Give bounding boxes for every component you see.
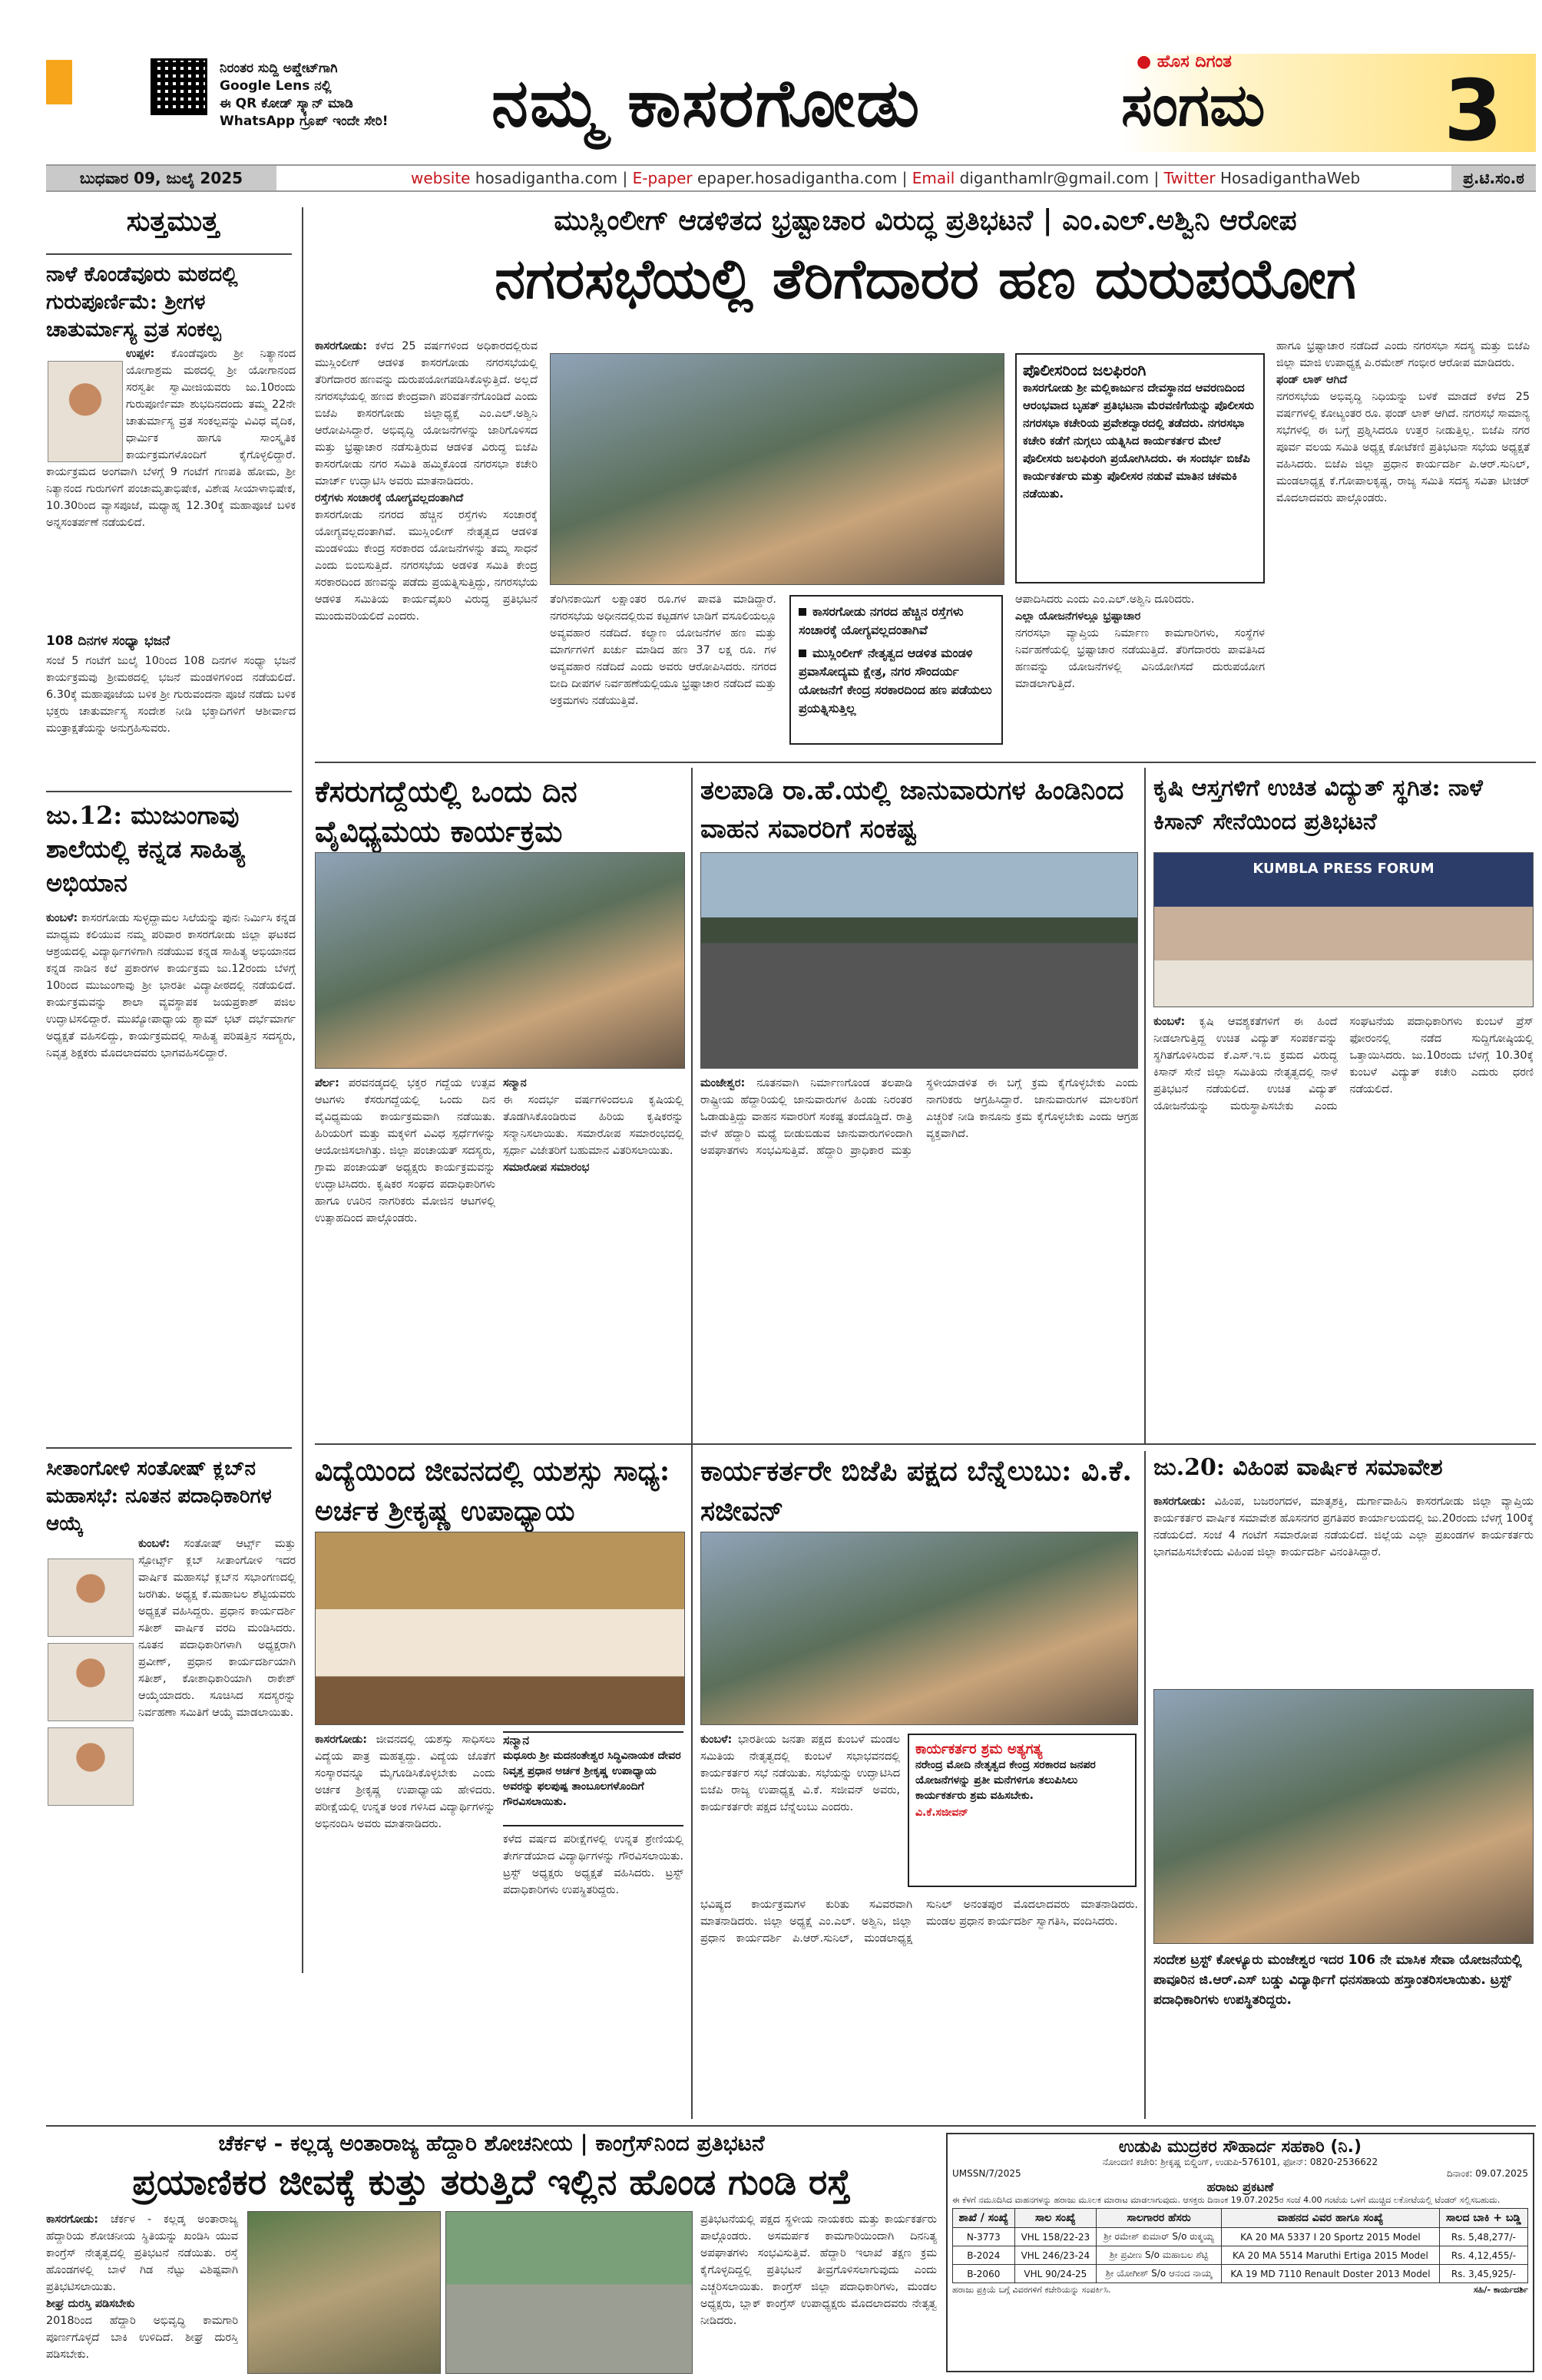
table-header-row bbox=[953, 2209, 1528, 2228]
story-photo bbox=[315, 852, 685, 1069]
brand-name: ಸಂಗಮ bbox=[1121, 71, 1266, 139]
story-body: ಭವಿಷ್ಯದ ಕಾರ್ಯಕ್ರಮಗಳ ಕುರಿತು ಸವಿವರವಾಗಿ ಮಾತನಾಡಿದರು. ಜಿಲ್ಲಾ ಅಧ್ಯಕ್ಷೆ ಎಂ.ಎಲ್. ಅಶ್ವಿನಿ, ಜಿಲ್ಲಾ ಪ್ರಧಾನ ಕಾರ್ಯದರ್ಶಿ ಪಿ.ಆರ್.ಸುನಿಲ್, ಮಂಡಲಾಧ್ಯಕ್ಷ ಸುನಿಲ್ ಅನಂತಪುರ ಮೊದಲಾದವರು ಮಾತನಾಡಿದರು. ಮಂಡಲ ಪ್ರಧಾನ ಕಾರ್ಯದರ್ಶಿ ಸ್ವಾಗತಿಸಿ, ವಂದಿಸಿದರು. bbox=[700, 1899, 1138, 1945]
header-accent-bar bbox=[46, 60, 72, 104]
story-headline: ನಾಳೆ ಕೊಂಡೆವೂರು ಮಠದಲ್ಲಿ ಗುರುಪೂರ್ಣಿಮೆ: ಶ್ರೀಗಳ ಚಾತುರ್ಮಾಸ್ಯ ವ್ರತ ಸಂಕಲ್ಪ bbox=[46, 263, 238, 342]
lead-kicker: ಮುಸ್ಲಿಂಲೀಗ್ ಆಡಳಿತದ ಭ್ರಷ್ಟಾಚಾರ ವಿರುದ್ಧ ಪ್ರತಿಭಟನೆ | ಎಂ.ಎಲ್.ಅಶ್ವಿನಿ ಆರೋಪ bbox=[554, 204, 1297, 236]
story-rule bbox=[46, 1447, 292, 1449]
column-rule bbox=[1144, 768, 1146, 1443]
lead-subhead: ಎಲ್ಲಾ ಯೋಜನೆಗಳಲ್ಲೂ ಭ್ರಷ್ಟಾಚಾರ bbox=[1015, 610, 1141, 623]
edition-date: ಬುಧವಾರ 09, ಜುಲೈ 2025 bbox=[46, 166, 276, 190]
story-body: ಕುಂಬಳೆ: ಕಾಸರಗೋಡು ಸುಳ್ಳದ್ದಾಮಲ ಸಿಲೆಯನ್ನು ಪುನಃ ನಿರ್ಮಿಸಿ ಕನ್ನಡ ಮಾಧ್ಯಮ ಕಲಿಯುವ ನಮ್ಮ ಪರಿವಾರ ಕಾಸರಗೋಡು ಜಿಲ್ಲಾ ಘಟಕದ ಆಶ್ರಯದಲ್ಲಿ ವಿದ್ಯಾರ್ಥಿಗಳಿಗಾಗಿ ನಡೆಯುವ ಕನ್ನಡ ಸಾಹಿತ್ಯ ಅಭಿಯಾನದ ಕನ್ನಡ ನಾಡಿನ ಕಲೆ ಪ್ರಕಾರಗಳ ಕಾರ್ಯಕ್ರಮ ಜು.12ರಂದು ಬೆಳಗ್ಗೆ 10ರಿಂದ ಮುಜುಂಗಾವು ಶ್ರೀ ಭಾರತೀ ವಿದ್ಯಾಪೀಠದಲ್ಲಿ ನಡೆಯಲಿದೆ. ಕಾರ್ಯಕ್ರಮವನ್ನು ಶಾಲಾ ವ್ಯವಸ್ಥಾಪಕ ಜಯಪ್ರಕಾಶ್ ಪಜಿಲ ಉದ್ಘಾಟಿಸಲಿದ್ದಾರೆ. ಮುಖ್ಯೋಪಾಧ್ಯಾಯ ಶ್ಯಾಮ್ ಭಟ್ ದರ್ಭೆಮಾರ್ಗ ಅಧ್ಯಕ್ಷತೆ ವಹಿಸಲಿದ್ದು, ಕಾರ್ಯಕ್ರಮದಲ್ಲಿ ಸಾಹಿತ್ಯ ಪರಿಷತ್ತಿನ ಸದಸ್ಯರು, ನಿವೃತ್ತ ಶಿಕ್ಷಕರು ಮೊದಲಾದವರು ಭಾಗವಹಿಸಲಿದ್ದಾರೆ. bbox=[46, 912, 296, 1059]
story-photo bbox=[315, 1532, 685, 1725]
story-headline: ಕೃಷಿ ಆಸ್ತಗಳಿಗೆ ಉಚಿತ ವಿದ್ಯುತ್ ಸ್ಥಗಿತ: ನಾಳೆ ಕಿಸಾನ್ ಸೇನೆಯಿಂದ ಪ್ರತಿಭಟನೆ bbox=[1153, 775, 1483, 835]
section-rule bbox=[46, 253, 292, 255]
qr-text-line: ಈ QR ಕೋಡ್ ಸ್ಕ್ಯಾನ್ ಮಾಡಿ bbox=[220, 96, 353, 111]
table-row bbox=[953, 2246, 1528, 2265]
quote-title: ಕಾರ್ಯಕರ್ತರ ಶ್ರಮ ಅತ್ಯಗತ್ಯ bbox=[915, 1741, 1043, 1757]
epaper-link[interactable]: epaper.hosadigantha.com bbox=[697, 169, 898, 187]
story-body: ಪೆರ್ಲ: ಪರವನಡ್ಕದಲ್ಲಿ ಭಕ್ತರ ಗದ್ದೆಯ ಉತ್ಸವ ಆಟಗಳು ಕೆಸರುಗದ್ದೆಯಲ್ಲಿ ಒಂದು ದಿನ ವೈವಿಧ್ಯಮಯ ಕಾರ್ಯಕ್ರಮವಾಗಿ ನಡೆಯಿತು. ಹಿರಿಯರಿಗೆ ಮತ್ತು ಮಕ್ಕಳಿಗೆ ವಿವಿಧ ಸ್ಪರ್ಧೆಗಳನ್ನು ಆಯೋಜಿಸಲಾಗಿತ್ತು. ಜಿಲ್ಲಾ ಪಂಚಾಯತ್ ಸದಸ್ಯರು, ಗ್ರಾಮ ಪಂಚಾಯತ್ ಅಧ್ಯಕ್ಷರು ಕಾರ್ಯಕ್ರಮವನ್ನು ಉದ್ಘಾಟಿಸಿದರು. ಕೃಷಿಕರ ಸಂಘದ ಪದಾಧಿಕಾರಿಗಳು ಹಾಗೂ ಊರಿನ ನಾಗರಿಕರು ಮೋಜಿನ ಆಟಗಳಲ್ಲಿ ಉತ್ಸಾಹದಿಂದ ಪಾಲ್ಗೊಂಡರು. bbox=[315, 1077, 495, 1225]
story-body: ಕಳೆದ ವರ್ಷದ ಪರೀಕ್ಷೆಗಳಲ್ಲಿ ಉನ್ನತ ಶ್ರೇಣಿಯಲ್ಲಿ ತೇರ್ಗಡೆಯಾದ ವಿದ್ಯಾರ್ಥಿಗಳನ್ನು ಗೌರವಿಸಲಾಯಿತು. ಟ್ರಸ್ಟ್ ಅಧ್ಯಕ್ಷರು ಅಧ್ಯಕ್ಷತೆ ವಹಿಸಿದರು. ಟ್ರಸ್ಟ್ ಪದಾಧಿಕಾರಿಗಳು ಉಪಸ್ಥಿತರಿದ್ದರು. bbox=[503, 1833, 683, 1896]
story-subhead: ಸಮಾರೋಪ ಸಮಾರಂಭ bbox=[503, 1162, 590, 1174]
story-body: ಕುಂಬಳೆ: ಸಂತೋಷ್ ಆರ್ಟ್ಸ್ ಮತ್ತು ಸ್ಪೋರ್ಟ್ಸ್ ಕ್ಲಬ್ ಸೀತಾಂಗೋಳಿ ಇದರ ವಾರ್ಷಿಕ ಮಹಾಸಭೆ ಕ್ಲಬ್‌ನ ಸಭಾಂಗಣದಲ್ಲಿ ಜರಗಿತು. ಅಧ್ಯಕ್ಷ ಕೆ.ಮಹಾಬಲ ಶೆಟ್ಟಿಯವರು ಅಧ್ಯಕ್ಷತೆ ವಹಿಸಿದ್ದರು. ಪ್ರಧಾನ ಕಾರ್ಯದರ್ಶಿ ಸತೀಶ್ ವಾರ್ಷಿಕ ವರದಿ ಮಂಡಿಸಿದರು. ನೂತನ ಪದಾಧಿಕಾರಿಗಳಾಗಿ ಅಧ್ಯಕ್ಷರಾಗಿ ಪ್ರವೀಣ್, ಪ್ರಧಾನ ಕಾರ್ಯದರ್ಶಿಯಾಗಿ ಸತೀಶ್, ಕೋಶಾಧಿಕಾರಿಯಾಗಿ ರಾಕೇಶ್ ಆಯ್ಕೆಯಾದರು. ಸೂಚಿಸಿದ ಸದಸ್ಯರನ್ನು ನಿರ್ವಹಣಾ ಸಮಿತಿಗೆ ಆಯ್ಕೆ ಮಾಡಲಾಯಿತು. bbox=[138, 1538, 296, 1719]
qr-text-line: ನಿರಂತರ ಸುದ್ದಿ ಅಪ್ಡೇಟ್‌ಗಾಗಿ bbox=[220, 61, 338, 76]
bullet-item: ಕಾಸರಗೋಡು ನಗರದ ಹೆಚ್ಚಿನ ರಸ್ತೆಗಳು ಸಂಚಾರಕ್ಕೆ ಯೋಗ್ಯವಲ್ಲದಂತಾಗಿವೆ bbox=[799, 604, 964, 637]
twitter-label: Twitter bbox=[1163, 169, 1216, 187]
story-body: ಕುಂಬಳೆ: ಕೃಷಿ ಆವಶ್ಯಕತೆಗಳಿಗೆ ಈ ಹಿಂದೆ ನೀಡಲಾಗುತ್ತಿದ್ದ ಉಚಿತ ವಿದ್ಯುತ್ ಸಂಪರ್ಕವನ್ನು ಸ್ಥಗಿತಗೊಳಿಸಿರುವ ಕೆ.ಎಸ್.ಇ.ಬಿ ಕ್ರಮದ ವಿರುದ್ಧ ಕಿಸಾನ್ ಸೇನೆ ಜಿಲ್ಲಾ ಸಮಿತಿಯ ನೇತೃತ್ವದಲ್ಲಿ ನಾಳೆ ಪ್ರತಿಭಟನೆ ನಡೆಯಲಿದೆ. ಉಚಿತ ವಿದ್ಯುತ್ ಯೋಜನೆಯನ್ನು ಮರುಸ್ಥಾಪಿಸಬೇಕು ಎಂದು ಸಂಘಟನೆಯ ಪದಾಧಿಕಾರಿಗಳು ಕುಂಬಳೆ ಪ್ರೆಸ್ ಫೋರಂನಲ್ಲಿ ನಡೆದ ಸುದ್ದಿಗೋಷ್ಠಿಯಲ್ಲಿ ಒತ್ತಾಯಿಸಿದರು. ಜು.10ರಂದು ಬೆಳಗ್ಗೆ 10.30ಕ್ಕೆ ಕುಂಬಳೆ ವಿದ್ಯುತ್ ಕಚೇರಿ ಎದುರು ಧರಣಿ ನಡೆಯಲಿದೆ. bbox=[1153, 1016, 1534, 1112]
notice-table bbox=[952, 2208, 1528, 2283]
brand-small: ಹೊಸ ದಿಗಂತ bbox=[1156, 52, 1232, 71]
story-headline: ವಿದ್ಯೆಯಿಂದ ಜೀವನದಲ್ಲಿ ಯಶಸ್ಸು ಸಾಧ್ಯ: ಅರ್ಚಕ ಶ್ರೀಕೃಷ್ಣ ಉಪಾಧ್ಯಾಯ bbox=[315, 1455, 670, 1527]
sidebox-title: ಪೊಲೀಸರಿಂದ ಜಲಫಿರಂಗಿ bbox=[1023, 361, 1147, 379]
story-body: ಕಾಸರಗೋಡು: ಚೆರ್ಕಳ - ಕಲ್ಲಡ್ಕ ಅಂತಾರಾಜ್ಯ ಹೆದ್ದಾರಿಯ ಶೋಚನೀಯ ಸ್ಥಿತಿಯನ್ನು ಖಂಡಿಸಿ ಯುವ ಕಾಂಗ್ರೆಸ್ ನೇತೃತ್ವದಲ್ಲಿ ಪ್ರತಿಭಟನೆ ನಡೆಯಿತು. ರಸ್ತೆ ಹೊಂಡಗಳಲ್ಲಿ ಬಾಳೆ ಗಿಡ ನೆಟ್ಟು ವಿಶಿಷ್ಟವಾಗಿ ಪ್ರತಿಭಟಿಸಲಾಯಿತು. ಶೀಘ್ರ ದುರಸ್ತಿ ಪಡಿಸಬೇಕು 2018ರಿಂದ ಹೆದ್ದಾರಿ ಅಭಿವೃದ್ಧಿ ಕಾಮಗಾರಿ ಪೂರ್ಣಗೊಳ್ಳದೆ ಬಾಕಿ ಉಳಿದಿದೆ. ಶೀಘ್ರ ದುರಸ್ತಿ ಪಡಿಸಬೇಕು. bbox=[46, 2213, 238, 2361]
column-header: ಸಾಲದ ಬಾಕಿ + ಬಡ್ಡಿ bbox=[1439, 2209, 1527, 2228]
photo-caption: ಸಂದೇಶ ಟ್ರಸ್ಟ್ ಕೋಳ್ಯೂರು ಮಂಜೇಶ್ವರ ಇದರ 106 ನೇ ಮಾಸಿಕ ಸೇವಾ ಯೋಜನೆಯಲ್ಲಿ ಪಾವೂರಿನ ಜಿ.ಆರ್.ಎಸ್ ಬಡ್ಡು ವಿದ್ಯಾರ್ಥಿಗೆ ಧನಸಹಾಯ ಹಸ್ತಾಂತರಿಸಲಾಯಿತು. ಟ್ರಸ್ಟ್ ಪದಾಧಿಕಾರಿಗಳು ಉಪಸ್ಥಿತರಿದ್ದರು. bbox=[1153, 1952, 1522, 2008]
story-body: ಪ್ರತಿಭಟನೆಯಲ್ಲಿ ಪಕ್ಷದ ಸ್ಥಳೀಯ ನಾಯಕರು ಮತ್ತು ಕಾರ್ಯಕರ್ತರು ಪಾಲ್ಗೊಂಡರು. ಅಸಮರ್ಪಕ ಕಾಮಗಾರಿಯಿಂದಾಗಿ ದಿನನಿತ್ಯ ಅಪಘಾತಗಳು ಸಂಭವಿಸುತ್ತಿವೆ. ಹೆದ್ದಾರಿ ಇಲಾಖೆ ತಕ್ಷಣ ಕ್ರಮ ಕೈಗೊಳ್ಳದಿದ್ದಲ್ಲಿ ಪ್ರತಿಭಟನೆ ತೀವ್ರಗೊಳಿಸಲಾಗುವುದು ಎಂದು ಎಚ್ಚರಿಸಲಾಯಿತು. ಕಾಂಗ್ರೆಸ್ ಜಿಲ್ಲಾ ಪದಾಧಿಕಾರಿಗಳು, ಮಂಡಲ ಅಧ್ಯಕ್ಷರು, ಬ್ಲಾಕ್ ಕಾಂಗ್ರೆಸ್ ಉಪಾಧ್ಯಕ್ಷರು ಮೊದಲಾದವರು ನೇತೃತ್ವ ನೀಡಿದರು. bbox=[700, 2213, 937, 2327]
notice-intro: ಈ ಕೆಳಗೆ ನಮೂದಿಸಿದ ವಾಹನಗಳನ್ನು ಹರಾಜು ಮೂಲಕ ಮಾರಾಟ ಮಾಡಲಾಗುವುದು. ಆಸಕ್ತರು ದಿನಾಂಕ 19.07.2025ರ ಸಂಜೆ 4.00 ಗಂಟೆಯ ಒಳಗೆ ಮುಚ್ಚಿದ ಲಕೋಟೆಯಲ್ಲಿ ಟೆಂಡರ್ ಸಲ್ಲಿಸಬಹುದು. bbox=[952, 2195, 1501, 2205]
story-headline: ಜು.12: ಮುಜುಂಗಾವು ಶಾಲೆಯಲ್ಲಿ ಕನ್ನಡ ಸಾಹಿತ್ಯ ಅಭಿಯಾನ bbox=[46, 801, 246, 897]
column-header: ಸಾಲ ಸಂಖ್ಯೆ bbox=[1014, 2209, 1097, 2228]
email-link[interactable]: diganthamlr@gmail.com bbox=[959, 169, 1150, 187]
lead-subhead: ರಸ್ತೆಗಳು ಸಂಚಾರಕ್ಕೆ ಯೋಗ್ಯವಲ್ಲದಂತಾಗಿದೆ bbox=[315, 492, 464, 504]
story-subhead: 108 ದಿನಗಳ ಸಂಧ್ಯಾ ಭಜನೆ bbox=[46, 633, 170, 649]
brand-logo: ● ಹೊಸ ದಿಗಂತ bbox=[1137, 52, 1232, 71]
column-rule bbox=[302, 207, 303, 1973]
website-label: website bbox=[411, 169, 471, 187]
table-row bbox=[953, 2228, 1528, 2246]
table-cell: KA 20 MA 5337 I 20 Sportz 2015 Model bbox=[1222, 2228, 1440, 2246]
story-body: ಕಾಸರಗೋಡು: ವಿಹಿಂಪ, ಬಜರಂಗದಳ, ಮಾತೃಶಕ್ತಿ, ದುರ್ಗಾವಾಹಿನಿ ಕಾಸರಗೋಡು ಜಿಲ್ಲಾ ವ್ಯಾಪ್ತಿಯ ಕಾರ್ಯಕರ್ತರ ವಾರ್ಷಿಕ ಸಮಾವೇಶ ಹೊಸನಗರ ಪ್ರಗತಿಪರ ಕಾರ್ಯಾಲಯದಲ್ಲಿ ಜು.20ರಂದು ಬೆಳಗ್ಗೆ 100ಕ್ಕೆ ನಡೆಯಲಿದೆ. ಸಂಜೆ 4 ಗಂಟೆಗೆ ಸಮಾರೋಪ ನಡೆಯಲಿದೆ. ಜಿಲ್ಲೆಯ ಎಲ್ಲಾ ಪ್ರಖಂಡಗಳ ಕಾರ್ಯಕರ್ತರು ಭಾಗವಹಿಸಬೇಕೆಂದು ವಿಹಿಂಪ ಜಿಲ್ಲಾ ಕಾರ್ಯದರ್ಶಿ ವಿನಂತಿಸಿದ್ದಾರೆ. bbox=[1153, 1496, 1534, 1559]
epaper-label: E-paper bbox=[632, 169, 693, 187]
lead-headline: ನಗರಸಭೆಯಲ್ಲಿ ತೆರಿಗೆದಾರರ ಹಣ ದುರುಪಯೋಗ bbox=[495, 246, 1356, 311]
table-cell: VHL 158/22-23 bbox=[1014, 2228, 1097, 2246]
story-kicker: ಚೆರ್ಕಳ - ಕಲ್ಲಡ್ಕ ಅಂತಾರಾಜ್ಯ ಹೆದ್ದಾರಿ ಶೋಚನೀಯ | ಕಾಂಗ್ರೆಸ್‌ನಿಂದ ಪ್ರತಿಭಟನೆ bbox=[218, 2130, 765, 2156]
section-rule bbox=[315, 1443, 1536, 1445]
notice-address: ನೋಂದಣಿ ಕಚೇರಿ: ಶ್ರೀಕೃಷ್ಣ ಬಿಲ್ಡಿಂಗ್, ಉಡುಪಿ-576101, ಫೋನ್: 0820-2536622 bbox=[1102, 2157, 1378, 2167]
story-body: ಸಂಜೆ 5 ಗಂಟೆಗೆ ಜುಲೈ 10ರಿಂದ 108 ದಿನಗಳ ಸಂಧ್ಯಾ ಭಜನೆ ಕಾರ್ಯಕ್ರಮವು ಶ್ರೀಮಠದಲ್ಲಿ ಭಜನೆ ಮಂಡಳಿಗಳಿಂದ ನಡೆಯಲಿದೆ. 6.30ಕ್ಕೆ ಮಹಾಪೂಜೆಯ ಬಳಿಕ ಶ್ರೀ ಗುರುವಂದನಾ ಪೂಜೆ ನಡೆದು ಬಳಿಕ ಭಕ್ತರು ಚಾತುರ್ಮಾಸ್ಯ ಸಂದೇಶ ನೀಡಿ ಭಕ್ತಾದಿಗಳಿಗೆ ಆಶೀರ್ವಾದ ಮಂತ್ರಾಕ್ಷತೆಯನ್ನು ಅನುಗ್ರಹಿಸುವರು. bbox=[46, 655, 296, 735]
auction-notice bbox=[946, 2133, 1534, 2372]
table-cell: ಶ್ರೀ ಪ್ರವೀಣ S/o ಮಹಾಬಲ ಶೆಟ್ಟಿ bbox=[1097, 2246, 1222, 2265]
story-headline: ಸೀತಾಂಗೋಳಿ ಸಂತೋಷ್ ಕ್ಲಬ್‌ನ ಮಹಾಸಭೆ: ನೂತನ ಪದಾಧಿಕಾರಿಗಳ ಆಯ್ಕೆ bbox=[46, 1457, 272, 1535]
column-header: ವಾಹನದ ವಿವರ ಹಾಗೂ ಸಂಖ್ಯೆ bbox=[1222, 2209, 1440, 2228]
table-cell: Rs. 5,48,277/- bbox=[1439, 2228, 1527, 2246]
notice-title: ಹರಾಜು ಪ್ರಕಟಣೆ bbox=[1206, 2180, 1274, 2194]
column-header: ಶಾಖೆ / ಸಂಖ್ಯೆ bbox=[953, 2209, 1015, 2228]
story-photo bbox=[1153, 1689, 1534, 1944]
lead-body: ತೆಂಗಿನಕಾಯಿಗೆ ಲಕ್ಷಾಂತರ ರೂ.ಗಳ ಪಾವತಿ ಮಾಡಿದ್ದಾರೆ. ನಗರಸಭೆಯ ಅಧೀನದಲ್ಲಿರುವ ಕಟ್ಟಡಗಳ ಬಾಡಿಗೆ ವಸೂಲಿಯಲ್ಲೂ ಅವ್ಯವಹಾರ ನಡೆದಿದೆ. ಕಲ್ಯಾಣ ಯೋಜನೆಗಳ ಹಣ ಮತ್ತು ಮಾರ್ಗಗಳಿಗೆ ಖರ್ಚು ಮಾಡಿದ ಹಣ 37 ಲಕ್ಷ ರೂ. ಗಳ ಅವ್ಯವಹಾರ ನಡೆದಿದೆ ಎಂದು ಅವರು ಆರೋಪಿಸಿದರು. ನಗರದ ಬೀದಿ ದೀಪಗಳ ನಿರ್ವಹಣೆಯಲ್ಲಿಯೂ ಭ್ರಷ್ಟಾಚಾರ ನಡೆದಿದೆ ಮತ್ತು ಅಕ್ರಮಗಳು ನಡೆಯುತ್ತಿವೆ. bbox=[550, 593, 776, 707]
notice-footer: ಹರಾಜು ಪ್ರಕ್ರಿಯೆ ಬಗ್ಗೆ ವಿವರಗಳಿಗೆ ಕಚೇರಿಯನ್ನು ಸಂಪರ್ಕಿಸಿ. bbox=[952, 2285, 1111, 2295]
story-subhead: ಸನ್ಮಾನ bbox=[503, 1077, 527, 1089]
section-rule bbox=[315, 762, 1536, 763]
quote-sign: ವಿ.ಕೆ.ಸಜೀವನ್ bbox=[915, 1806, 968, 1819]
lead-sidebox bbox=[1015, 353, 1265, 583]
pt-badge: ಪ್ರ.ಟಿ.ಸಂ.ಠ bbox=[1451, 166, 1536, 190]
table-cell: KA 20 MA 5514 Maruthi Ertiga 2015 Model bbox=[1222, 2246, 1440, 2265]
table-row bbox=[953, 2265, 1528, 2283]
notice-sign: ಸಹಿ/- ಕಾರ್ಯದರ್ಶಿ bbox=[1474, 2285, 1528, 2295]
story-photo bbox=[1153, 852, 1534, 1007]
twitter-link[interactable]: HosadiganthaWeb bbox=[1220, 169, 1361, 187]
table-cell: VHL 246/23-24 bbox=[1014, 2246, 1097, 2265]
sidebox-body: ಕಾಸರಗೋಡು ಶ್ರೀ ಮಲ್ಲಿಕಾರ್ಜುನ ದೇವಸ್ಥಾನದ ಆವರಣದಿಂದ ಆರಂಭವಾದ ಬೃಹತ್ ಪ್ರತಿಭಟನಾ ಮೆರವಣಿಗೆಯನ್ನು ಪೊಲೀಸರು ನಗರಸಭಾ ಕಚೇರಿಯ ಪ್ರವೇಶದ್ವಾರದಲ್ಲಿ ತಡೆದರು. ನಗರಸಭಾ ಕಚೇರಿ ಕಡೆಗೆ ನುಗ್ಗಲು ಯತ್ನಿಸಿದ ಕಾರ್ಯಕರ್ತರ ಮೇಲೆ ಪೊಲೀಸರು ಜಲಫಿರಂಗಿ ಪ್ರಯೋಗಿಸಿದರು. ಈ ಸಂದರ್ಭ ಬಿಜೆಪಿ ಕಾರ್ಯಕರ್ತರು ಮತ್ತು ಪೊಲೀಸರ ನಡುವೆ ಮಾತಿನ ಚಕಮಕಿ ನಡೆಯಿತು. bbox=[1023, 381, 1255, 501]
table-cell: Rs. 4,12,455/- bbox=[1439, 2246, 1527, 2265]
info-strip bbox=[46, 164, 1536, 192]
story-headline: ಜು.20: ವಿಹಿಂಪ ವಾರ್ಷಿಕ ಸಮಾವೇಶ bbox=[1153, 1454, 1443, 1481]
box-body: ಮಧೂರು ಶ್ರೀ ಮದನಂತೇಶ್ವರ ಸಿದ್ಧಿವಿನಾಯಕ ದೇವರ ನಿವೃತ್ತ ಪ್ರಧಾನ ಅರ್ಚಕ ಶ್ರೀಕೃಷ್ಣ ಉಪಾಧ್ಯಾಯ ಅವರನ್ನು ಫಲಪುಷ್ಪ ತಾಂಬೂಲಗಳೊಂದಿಗೆ ಗೌರವಿಸಲಾಯಿತು. bbox=[503, 1750, 681, 1808]
story-photo bbox=[700, 852, 1138, 1069]
table-cell: B-2060 bbox=[953, 2265, 1015, 2283]
story-subhead: ಶೀಘ್ರ ದುರಸ್ತಿ ಪಡಿಸಬೇಕು bbox=[46, 2298, 135, 2310]
page-title: ನಮ್ಮ ಕಾಸರಗೋಡು bbox=[491, 64, 922, 142]
table-cell: ಶ್ರೀ ಯೋಗೀಶ್ S/o ಆನಂದ ನಾಯ್ಕ bbox=[1097, 2265, 1222, 2283]
lead-photo bbox=[550, 353, 1004, 585]
story-body: ಮಂಜೇಶ್ವರ: ನೂತನವಾಗಿ ನಿರ್ಮಾಣಗೊಂಡ ತಲಪಾಡಿ ರಾಷ್ಟ್ರೀಯ ಹೆದ್ದಾರಿಯಲ್ಲಿ ಜಾನುವಾರುಗಳ ಹಿಂಡು ನಿರಂತರ ಓಡಾಡುತ್ತಿದ್ದು ವಾಹನ ಸವಾರರಿಗೆ ಸಂಕಷ್ಟ ತಂದೊಡ್ಡಿದೆ. ರಾತ್ರಿ ವೇಳೆ ಹೆದ್ದಾರಿ ಮಧ್ಯೆ ಬೀಡುಬಿಡುವ ಜಾನುವಾರುಗಳಿಂದಾಗಿ ಅಪಘಾತಗಳು ಸಂಭವಿಸುತ್ತಿವೆ. ಹೆದ್ದಾರಿ ಪ್ರಾಧಿಕಾರ ಮತ್ತು ಸ್ಥಳೀಯಾಡಳಿತ ಈ ಬಗ್ಗೆ ಕ್ರಮ ಕೈಗೊಳ್ಳಬೇಕು ಎಂದು ನಾಗರಿಕರು ಆಗ್ರಹಿಸಿದ್ದಾರೆ. ಜಾನುವಾರುಗಳ ಮಾಲಕರಿಗೆ ಎಚ್ಚರಿಕೆ ನೀಡಿ ಕಾನೂನು ಕ್ರಮ ಕೈಗೊಳ್ಳಬೇಕು ಎಂದು ಆಗ್ರಹ ವ್ಯಕ್ತವಾಗಿದೆ. bbox=[700, 1077, 1138, 1157]
column-rule bbox=[1144, 1451, 1146, 2119]
lead-bullets bbox=[789, 595, 1003, 745]
quote-body: ನರೇಂದ್ರ ಮೋದಿ ನೇತೃತ್ವದ ಕೇಂದ್ರ ಸರಕಾರದ ಜನಪರ ಯೋಜನೆಗಳನ್ನು ಪ್ರತೀ ಮನೆಗಳಿಗೂ ತಲುಪಿಸಿಲು ಕಾರ್ಯಕರ್ತರು ಶ್ರಮ ವಹಿಸಬೇಕು. bbox=[915, 1759, 1096, 1802]
notice-date: ದಿನಾಂಕ: 09.07.2025 bbox=[1447, 2168, 1528, 2179]
email-label: Email bbox=[912, 169, 955, 187]
story-body: ಕುಂಬಳೆ: ಭಾರತೀಯ ಜನತಾ ಪಕ್ಷದ ಕುಂಬಳೆ ಮಂಡಲ ಸಮಿತಿಯ ನೇತೃತ್ವದಲ್ಲಿ ಕುಂಬಳೆ ಸಭಾಭವನದಲ್ಲಿ ಕಾರ್ಯಕರ್ತರ ಸಭೆ ನಡೆಯಿತು. ಸಭೆಯನ್ನು ಉದ್ಘಾಟಿಸಿದ ಬಿಜೆಪಿ ರಾಜ್ಯ ಉಪಾಧ್ಯಕ್ಷ ವಿ.ಕೆ. ಸಜೀವನ್ ಅವರು, ಕಾರ್ಯಕರ್ತರೇ ಪಕ್ಷದ ಬೆನ್ನೆಲುಬು ಎಂದರು. bbox=[700, 1734, 900, 1813]
page-number: 3 bbox=[1444, 61, 1503, 160]
story-photo bbox=[700, 1532, 1138, 1725]
story-body: ಉಪ್ಪಳ: ಕೊಂಡೆವೂರು ಶ್ರೀ ನಿತ್ಯಾನಂದ ಯೋಗಾಶ್ರಮ ಮಠದಲ್ಲಿ ಶ್ರೀ ಯೋಗಾನಂದ ಸರಸ್ವತೀ ಸ್ವಾಮೀಜಿಯವರು ಜು.10ರಂದು ಗುರುಪೂರ್ಣಿಮಾ ಶುಭದಿನದಂದು ತಮ್ಮ 22ನೇ ಚಾತುರ್ಮಾಸ್ಯ ವ್ರತ ಸಂಕಲ್ಪವನ್ನು ವಿವಿಧ ವೈದಿಕ, ಧಾರ್ಮಿಕ ಹಾಗೂ ಸಾಂಸ್ಕೃತಿಕ ಕಾರ್ಯಕ್ರಮಗಳೊಂದಿಗೆ ಕೈಗೊಳ್ಳಲಿದ್ದಾರೆ. ಕಾರ್ಯಕ್ರಮದ ಅಂಗವಾಗಿ ಬೆಳಗ್ಗೆ 9 ಗಂಟೆಗೆ ಗಣಪತಿ ಹೋಮ, ಶ್ರೀ ನಿತ್ಯಾನಂದ ಗುರುಗಳಿಗೆ ಪಂಚಾಮೃತಾಭಿಷೇಕ, ವಿಶೇಷ ಸೀಯಾಳಾಭಿಷೇಕ, 10.30ರಿಂದ ವ್ಯಾಸಪೂಜೆ, ಮಧ್ಯಾಹ್ನ 12.30ಕ್ಕೆ ಮಹಾಪೂಜೆ ಬಳಿಕ ಅನ್ನಸಂತರ್ಪಣೆ ನಡೆಯಲಿದೆ. bbox=[46, 348, 296, 529]
qr-text-line: Google Lens ನಲ್ಲಿ bbox=[220, 78, 332, 94]
qr-code[interactable] bbox=[151, 58, 207, 115]
story-box bbox=[503, 1731, 683, 1826]
table-cell: N-3773 bbox=[953, 2228, 1015, 2246]
lead-body: ಹಾಗೂ ಭ್ರಷ್ಟಾಚಾರ ನಡೆದಿದೆ ಎಂದು ನಗರಸಭಾ ಸದಸ್ಯ ಮತ್ತು ಬಿಜೆಪಿ ಜಿಲ್ಲಾ ಮಾಜಿ ಉಪಾಧ್ಯಕ್ಷ ಪಿ.ರಮೇಶ್ ಗಂಭೀರ ಆರೋಪ ಮಾಡಿದರು. ಫಂಡ್ ಲಾಕ್ ಆಗಿದೆ ನಗರಸಭೆಯ ಅಭಿವೃದ್ಧಿ ನಿಧಿಯನ್ನು ಬಳಕೆ ಮಾಡದೆ ಕಳೆದ 25 ವರ್ಷಗಳಲ್ಲಿ ಕೋಟ್ಯಂತರ ರೂ. ಫಂಡ್ ಲಾಕ್ ಆಗಿದೆ. ನಗರಸಭೆ ಸಾಮಾನ್ಯ ಸಭೆಗಳಲ್ಲಿ ಈ ಬಗ್ಗೆ ಪ್ರಶ್ನಿಸಿದರೂ ಉತ್ತರ ನೀಡುತ್ತಿಲ್ಲ. ಬಿಜೆಪಿ ನಗರ ಪೂರ್ವ ವಲಯ ಸಮಿತಿ ಅಧ್ಯಕ್ಷ ಕೋಟೆಕಣಿ ಪ್ರತಿಭಟನಾ ಸಭೆಯ ಅಧ್ಯಕ್ಷತೆ ವಹಿಸಿದರು. ಬಿಜೆಪಿ ಜಿಲ್ಲಾ ಪ್ರಧಾನ ಕಾರ್ಯದರ್ಶಿ ಪಿ.ಆರ್.ಸುನಿಲ್, ಮಂಡಲಾಧ್ಯಕ್ಷ ಕೆ.ಗೋಪಾಲಕೃಷ್ಣ, ರಾಜ್ಯ ಸಮಿತಿ ಸದಸ್ಯ ಸವಿತಾ ಟೀಚರ್ ಮೊದಲಾದವರು ಪಾಲ್ಗೊಂಡರು. bbox=[1276, 340, 1530, 504]
table-cell: B-2024 bbox=[953, 2246, 1015, 2265]
lead-subhead: ಫಂಡ್ ಲಾಕ್ ಆಗಿದೆ bbox=[1276, 374, 1348, 386]
story-headline: ಕಾರ್ಯಕರ್ತರೇ ಬಿಜೆಪಿ ಪಕ್ಷದ ಬೆನ್ನೆಲುಬು: ವಿ.ಕೆ. ಸಜೀವನ್ bbox=[700, 1455, 1132, 1527]
story-headline: ಪ್ರಯಾಣಿಕರ ಜೀವಕ್ಕೆ ಕುತ್ತು ತರುತ್ತಿದೆ ಇಲ್ಲಿನ ಹೊಂಡ ಗುಂಡಿ ರಸ್ತೆ bbox=[132, 2161, 851, 2203]
qr-text-line: WhatsApp ಗ್ರೂಪ್ ಇಂದೇ ಸೇರಿ! bbox=[220, 114, 389, 129]
notice-ref: UMSSN/7/2025 bbox=[952, 2168, 1021, 2179]
story-body: ಕಾಸರಗೋಡು: ಜೀವನದಲ್ಲಿ ಯಶಸ್ಸು ಸಾಧಿಸಲು ವಿದ್ಯೆಯ ಪಾತ್ರ ಮಹತ್ವದ್ದು. ವಿದ್ಯೆಯ ಜೊತೆಗೆ ಸಂಸ್ಕಾರವನ್ನೂ ಮೈಗೂಡಿಸಿಕೊಳ್ಳಬೇಕು ಎಂದು ಅರ್ಚಕ ಶ್ರೀಕೃಷ್ಣ ಉಪಾಧ್ಯಾಯ ಹೇಳಿದರು. ಪರೀಕ್ಷೆಯಲ್ಲಿ ಉನ್ನತ ಅಂಕ ಗಳಿಸಿದ ವಿದ್ಯಾರ್ಥಿಗಳನ್ನು ಅಭಿನಂದಿಸಿ ಅವರು ಮಾತನಾಡಿದರು. bbox=[315, 1734, 495, 1830]
story-photo bbox=[445, 2211, 693, 2374]
table-cell: Rs. 3,45,925/- bbox=[1439, 2265, 1527, 2283]
bullet-item: ಮುಸ್ಲಿಂಲೀಗ್ ನೇತೃತ್ವದ ಆಡಳಿತ ಮಂಡಳಿ ಪ್ರವಾಸೋದ್ಯಮ ಕ್ಷೇತ್ರ, ನಗರ ಸೌಂದರ್ಯ ಯೋಜನೆಗೆ ಕೇಂದ್ರ ಸರಕಾರದಿಂದ ಹಣ ಪಡೆಯಲು ಪ್ರಯತ್ನಿಸುತ್ತಿಲ್ಲ bbox=[799, 646, 992, 716]
story-headline: ತಲಪಾಡಿ ರಾ.ಹೆ.ಯಲ್ಲಿ ಜಾನುವಾರುಗಳ ಹಿಂಡಿನಿಂದ ವಾಹನ ಸವಾರರಿಗೆ ಸಂಕಷ್ಟ bbox=[700, 775, 1124, 845]
notice-org: ಉಡುಪಿ ಮುದ್ರಕರ ಸೌಹಾರ್ದ ಸಹಕಾರಿ (ನಿ.) bbox=[1118, 2137, 1362, 2157]
story-headline: ಕೆಸರುಗದ್ದೆಯಲ್ಲಿ ಒಂದು ದಿನ ವೈವಿಧ್ಯಮಯ ಕಾರ್ಯಕ್ರಮ bbox=[315, 774, 577, 848]
story-body: ಸನ್ಮಾನ ಈ ಸಂದರ್ಭ ವರ್ಷಗಳಿಂದಲೂ ಕೃಷಿಯಲ್ಲಿ ತೊಡಗಿಸಿಕೊಂಡಿರುವ ಹಿರಿಯ ಕೃಷಿಕರನ್ನು ಸನ್ಮಾನಿಸಲಾಯಿತು. ಸಮಾರೋಪ ಸಮಾರಂಭದಲ್ಲಿ ಸ್ಪರ್ಧಾ ವಿಜೇತರಿಗೆ ಬಹುಮಾನ ವಿತರಿಸಲಾಯಿತು. ಸಮಾರೋಪ ಸಮಾರಂಭ bbox=[503, 1075, 683, 1436]
table-cell: ಶ್ರೀ ರಮೇಶ್ ಕುಮಾರ್ S/o ರುಕ್ಮಯ್ಯ bbox=[1097, 2228, 1222, 2246]
contact-links: website hosadigantha.com | E-paper epaper.hosadigantha.com | Email diganthamlr@gmail.com | Twitter HosadiganthaWeb bbox=[411, 169, 1361, 187]
section-label: ಸುತ್ತಮುತ್ತ bbox=[126, 206, 220, 237]
box-title: ಸನ್ಮಾನ bbox=[503, 1733, 530, 1747]
table-cell: VHL 90/24-25 bbox=[1014, 2265, 1097, 2283]
lead-body: ಆಪಾದಿಸಿದರು ಎಂದು ಎಂ.ಎಲ್.ಅಶ್ವಿನಿ ದೂರಿದರು. ಎಲ್ಲಾ ಯೋಜನೆಗಳಲ್ಲೂ ಭ್ರಷ್ಟಾಚಾರ ನಗರಸಭಾ ವ್ಯಾಪ್ತಿಯ ನಿರ್ಮಾಣ ಕಾಮಗಾರಿಗಳು, ಸಂಸ್ಥೆಗಳ ನಿರ್ವಹಣೆಯಲ್ಲಿ ಭ್ರಷ್ಟಾಚಾರ ನಡೆಯುತ್ತಿದೆ. ತೆರಿಗೆದಾರರು ಪಾವತಿಸಿದ ಹಣವನ್ನು ಯೋಜನೆಗಳಲ್ಲಿ ವಿನಿಯೋಗಿಸದೆ ದುರುಪಯೋಗ ಮಾಡಲಾಗುತ್ತಿದೆ. bbox=[1015, 593, 1265, 690]
qr-instructions bbox=[220, 60, 442, 131]
quote-box bbox=[908, 1734, 1137, 1887]
story-photo bbox=[247, 2211, 441, 2374]
table-cell: KA 19 MD 7110 Renault Doster 2013 Model bbox=[1222, 2265, 1440, 2283]
lead-body: ಕಾಸರಗೋಡು: ಕಳೆದ 25 ವರ್ಷಗಳಿಂದ ಅಧಿಕಾರದಲ್ಲಿರುವ ಮುಸ್ಲಿಂಲೀಗ್ ಆಡಳಿತ ಕಾಸರಗೋಡು ನಗರಸಭೆಯಲ್ಲಿ ತೆರಿಗೆದಾರರ ಹಣವನ್ನು ದುರುಪಯೋಗಪಡಿಸಿಕೊಳ್ಳುತ್ತಿದೆ. ಅಲ್ಲದೆ ನಗರಸಭೆಯಲ್ಲಿ ಹಣದ ಕೇಂದ್ರವಾಗಿ ಪರಿವರ್ತನೆಗೊಂಡಿದೆ ಎಂದು ಬಿಜೆಪಿ ಕಾಸರಗೋಡು ಜಿಲ್ಲಾಧ್ಯಕ್ಷೆ ಎಂ.ಎಲ್.ಅಶ್ವಿನಿ ಆರೋಪಿಸಿದ್ದಾರೆ. ಅಭಿವೃದ್ಧಿ ಯೋಜನೆಗಳನ್ನು ಜಾರಿಗೊಳಿಸದ ಮತ್ತು ಭ್ರಷ್ಟಾಚಾರ ನಡೆಸುತ್ತಿರುವ ಆಡಳಿತ ವಿರುದ್ಧ ಬಿಜೆಪಿ ಕಾಸರಗೋಡು ನಗರ ಸಮಿತಿ ಹಮ್ಮಿಕೊಂಡ ನಗರಸಭಾ ಕಚೇರಿ ಮಾರ್ಚ್ ಉದ್ಘಾಟಿಸಿ ಅವರು ಮಾತನಾಡಿದರು. ರಸ್ತೆಗಳು ಸಂಚಾರಕ್ಕೆ ಯೋಗ್ಯವಲ್ಲದಂತಾಗಿದೆ ಕಾಸರಗೋಡು ನಗರದ ಹೆಚ್ಚಿನ ರಸ್ತೆಗಳು ಸಂಚಾರಕ್ಕೆ ಯೋಗ್ಯವಲ್ಲದಂತಾಗಿವೆ. ಮುಸ್ಲಿಂಲೀಗ್ ನೇತೃತ್ವದ ಆಡಳಿತ ಮಂಡಳಿಯು ಕೇಂದ್ರ ಸರಕಾರದ ಯೋಜನೆಗಳನ್ನು ತಮ್ಮ ಸಾಧನೆ ಎಂದು ಬಿಂಬಿಸುತ್ತಿದೆ. ನಗರಸಭೆಯ ಅಡಳಿತ ಸಮಿತಿ ಕೇಂದ್ರ ಸರಕಾರದಿಂದ ಹಣವನ್ನು ಪಡೆದು ಪ್ರಯತ್ನಿಸುತ್ತಿದ್ದು, ನಗರಸಭೆಯ ಆಡಳಿತ ಸಮಿತಿಯ ಕಾರ್ಯವೈಖರಿ ವಿರುದ್ಧ ಪ್ರತಿಭಟನೆ ಮುಂದುವರಿಯಲಿದೆ ಎಂದರು. bbox=[315, 340, 538, 623]
section-rule bbox=[46, 2125, 1536, 2127]
story-rule bbox=[46, 791, 292, 792]
photo-banner: KUMBLA PRESS FORUM bbox=[1252, 861, 1434, 877]
website-link[interactable]: hosadigantha.com bbox=[475, 169, 618, 187]
column-header: ಸಾಲಗಾರರ ಹೆಸರು bbox=[1097, 2209, 1222, 2228]
